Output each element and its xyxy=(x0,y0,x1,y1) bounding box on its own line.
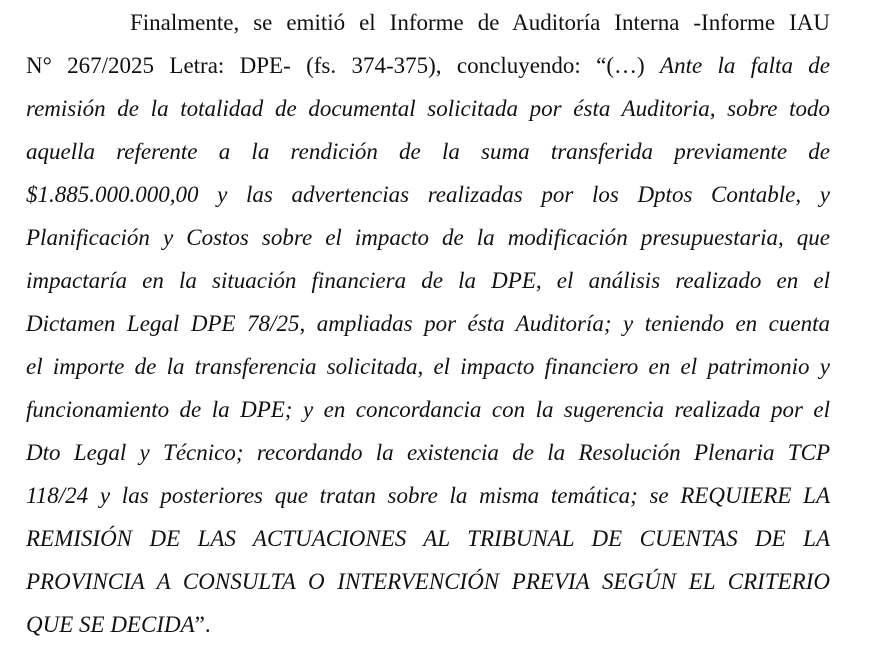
paragraph-line-14 xyxy=(26,561,830,603)
paragraph-line-13 xyxy=(26,518,830,560)
text-run-italic: aquella referente a la rendición de la suma transferida previamente de xyxy=(26,139,830,164)
paragraph-line-2 xyxy=(26,45,830,87)
text-run-italic: Planificación y Costos sobre el impacto de la modificación presupuestaria, que xyxy=(26,225,830,250)
text-run: ”. xyxy=(194,612,211,637)
text-run-italic: Dto Legal y Técnico; recordando la existencia de la Resolución Plenaria TCP xyxy=(26,440,830,465)
paragraph-line-3 xyxy=(26,88,830,130)
text-run-italic: el importe de la transferencia solicitada, el impacto financiero en el patrimonio y xyxy=(26,354,830,379)
paragraph-line-5 xyxy=(26,174,830,216)
paragraph-line-11 xyxy=(26,432,830,474)
text-run-italic: funcionamiento de la DPE; y en concordancia con la sugerencia realizada por el xyxy=(26,397,830,422)
text-run-italic: PROVINCIA A CONSULTA O INTERVENCIÓN PREVIA SEGÚN EL CRITERIO xyxy=(26,569,830,594)
paragraph-line-7 xyxy=(26,260,830,302)
text-run-italic: QUE SE DECIDA xyxy=(26,612,195,637)
text-run: Finalmente, se emitió el Informe de Auditoría Interna -Informe IAU xyxy=(130,10,830,35)
paragraph-line-9 xyxy=(26,346,830,388)
paragraph-line-8 xyxy=(26,303,830,345)
paragraph-line-10 xyxy=(26,389,830,431)
paragraph-line-1 xyxy=(130,2,830,44)
paragraph-line-12 xyxy=(26,475,830,517)
paragraph-line-4 xyxy=(26,131,830,173)
text-run-italic: remisión de la totalidad de documental solicitada por ésta Auditoria, sobre todo xyxy=(26,96,830,121)
text-run-italic: Ante la falta de xyxy=(660,53,830,78)
text-run-italic: impactaría en la situación financiera de la DPE, el análisis realizado en el xyxy=(26,268,830,293)
text-run: N° 267/2025 Letra: DPE- (fs. 374-375), concluyendo: “(…) xyxy=(26,53,661,78)
text-run-italic: 118/24 y las posteriores que tratan sobre la misma temática; se REQUIERE LA xyxy=(26,483,830,508)
paragraph-line-6 xyxy=(26,217,830,259)
paragraph-line-15 xyxy=(26,604,830,646)
text-run-italic: REMISIÓN DE LAS ACTUACIONES AL TRIBUNAL DE CUENTAS DE LA xyxy=(26,526,830,551)
text-run-italic: $1.885.000.000,00 y las advertencias realizadas por los Dptos Contable, y xyxy=(26,182,830,207)
text-run-italic: Dictamen Legal DPE 78/25, ampliadas por ésta Auditoría; y teniendo en cuenta xyxy=(26,311,830,336)
